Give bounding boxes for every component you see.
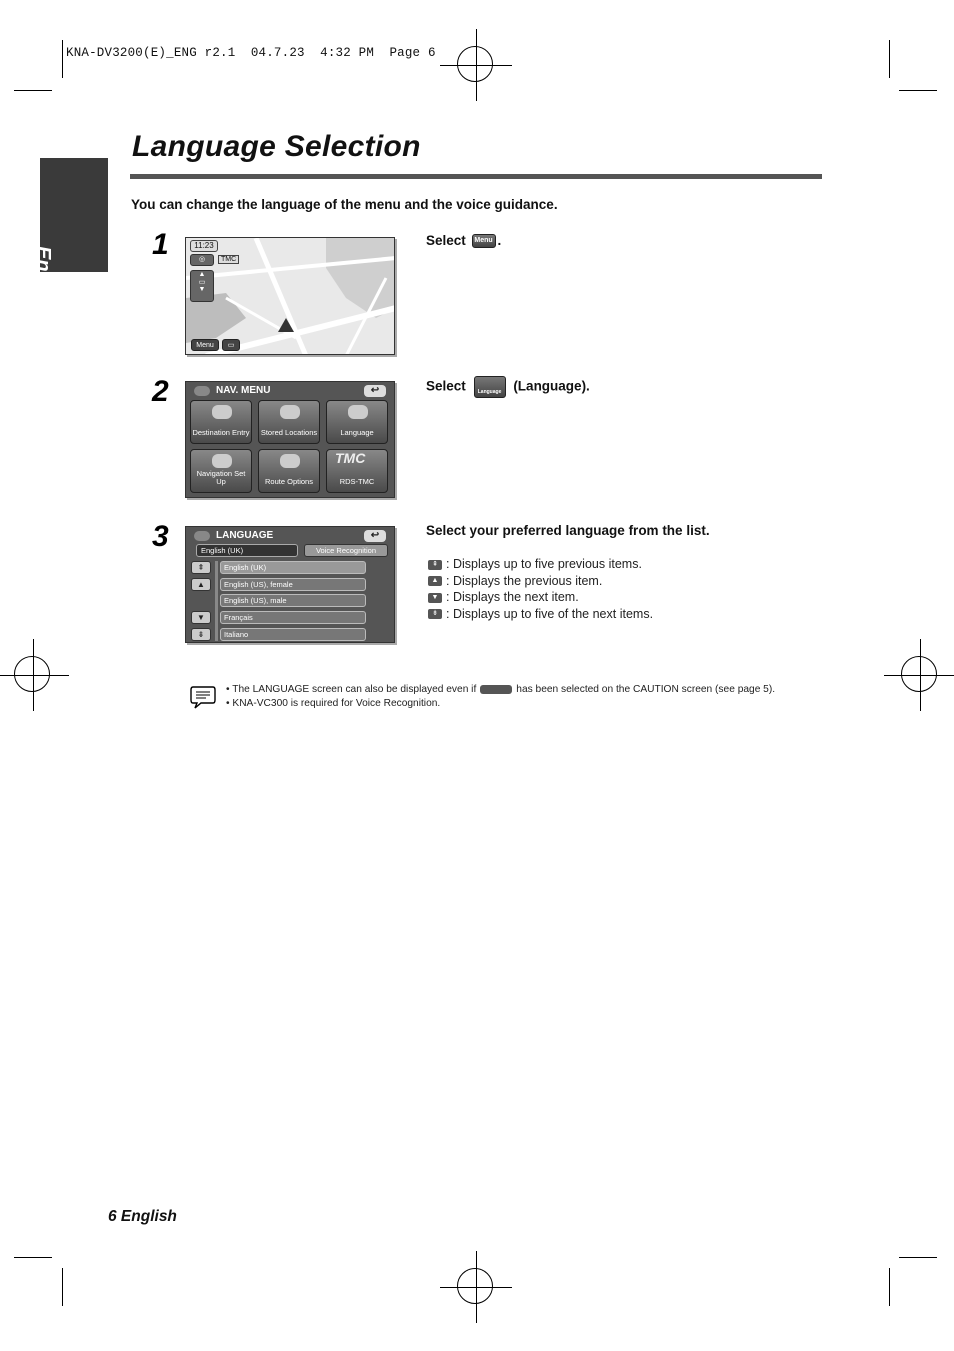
registration-mark [457,1268,493,1304]
voice-recognition-button[interactable]: Voice Recognition [304,544,388,557]
step2-text: Select [426,378,466,394]
legend-row: ⇟ : Displays up to five of the next items. [428,606,653,623]
crop-mark [899,1257,937,1258]
registration-mark [901,656,937,692]
language-side-tab [32,158,108,319]
nav-menu-screen [185,381,395,498]
registration-mark [14,656,50,692]
crop-mark [14,90,52,91]
crop-mark [889,40,890,78]
map-menu-button[interactable]: Menu [191,339,219,351]
scroll-legend [428,556,653,622]
step-number: 1 [152,228,169,261]
step-number: 2 [152,375,169,408]
step1-text: Select [426,233,466,248]
legend-row: ⇞ : Displays up to five previous items. [428,556,653,573]
page-down-icon: ⇟ [428,609,442,619]
legend-row: ▼ : Displays the next item. [428,589,653,606]
down-arrow-icon: ▼ [428,593,442,603]
list-item[interactable]: English (UK) [220,561,366,574]
step3-instruction: Select your preferred language from the list. [426,523,710,538]
note-memo-icon [189,684,217,710]
note-item: • KNA-VC300 is required for Voice Recognition. [226,697,441,709]
crop-mark [62,40,63,78]
language-header [188,529,392,543]
navigation-button-icon [480,685,512,694]
up-arrow-icon: ▲ [428,576,442,586]
current-language-field: English (UK) [196,544,298,557]
step2-text-after: (Language). [513,378,590,394]
down-arrow-icon[interactable]: ▼ [191,611,211,624]
registration-mark [457,46,493,82]
language-icon [348,405,368,419]
tools-icon [212,454,232,468]
back-icon[interactable]: ↩ [364,385,386,397]
page-footer: 6 English [108,1208,177,1225]
list-item[interactable]: Français [220,611,366,624]
page-down-icon[interactable]: ⇟ [191,628,211,641]
page-title: Language Selection [132,130,421,163]
list-item[interactable]: English (US), female [220,578,366,591]
map-screen [185,237,395,355]
crop-mark [889,1268,890,1306]
crop-mark [62,1268,63,1306]
step1-instruction [426,233,501,248]
language-screen [185,526,395,643]
language-button-icon: Language [474,376,506,398]
nav-menu-title: NAV. MENU [216,385,271,396]
list-item[interactable]: English (US), male [220,594,366,607]
crop-mark [14,1257,52,1258]
scrollbar[interactable] [215,561,218,641]
legend-row: ▲ : Displays the previous item. [428,573,653,590]
compass-button[interactable]: ◎ [190,254,214,266]
notes-list [226,684,822,710]
destination-entry-button[interactable]: Destination Entry [190,400,252,444]
up-arrow-icon[interactable]: ▲ [191,578,211,591]
zoom-control[interactable]: ▲ ▭ ▼ [190,270,214,302]
side-tab-label: English [32,246,54,319]
back-icon[interactable]: ↩ [364,530,386,542]
print-header: KNA-DV3200(E)_ENG r2.1 04.7.23 4:32 PM Page 6 [66,46,436,60]
pin-icon [280,405,300,419]
page-up-icon: ⇞ [428,560,442,570]
intro-text: You can change the language of the menu and the voice guidance. [131,197,558,212]
navigation-setup-button[interactable]: Navigation Set Up [190,449,252,493]
stored-locations-button[interactable]: Stored Locations [258,400,320,444]
note-item: • The LANGUAGE screen can also be displayed even if has been selected on the CAUTION screen (see page 5). [226,684,776,695]
flag-icon [212,405,232,419]
title-rule [130,174,822,179]
crop-mark [899,90,937,91]
view-button[interactable]: ▭ [222,339,240,351]
tmc-indicator: TMC [218,255,239,264]
home-icon[interactable] [194,386,210,396]
step1-text-after: . [497,233,502,248]
page-up-icon[interactable]: ⇞ [191,561,211,574]
menu-button-icon: Menu [472,234,496,248]
step2-instruction [426,376,590,398]
route-icon [280,454,300,468]
clock-display: 11:23 [190,240,218,252]
rds-tmc-button[interactable]: TMC RDS-TMC [326,449,388,493]
route-options-button[interactable]: Route Options [258,449,320,493]
step-number: 3 [152,520,169,553]
language-button[interactable]: Language [326,400,388,444]
list-item[interactable]: Italiano [220,628,366,641]
home-icon[interactable] [194,531,210,541]
nav-menu-header [188,384,392,398]
language-title: LANGUAGE [216,530,274,541]
tmc-logo: TMC [335,450,366,466]
